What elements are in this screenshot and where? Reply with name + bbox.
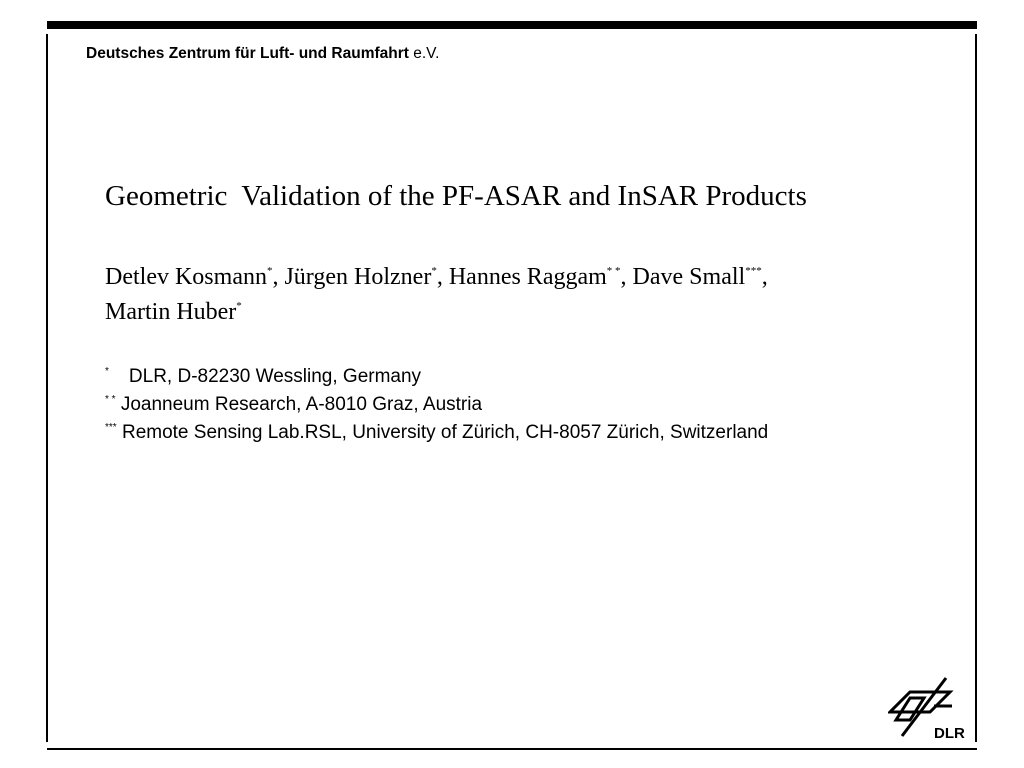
author-mark: ***: [745, 265, 762, 277]
author-mark: *: [236, 300, 242, 312]
affiliation-mark: *: [105, 366, 109, 377]
affiliation-list: [105, 363, 768, 447]
author-name: Hannes Raggam: [448, 264, 607, 290]
author-separator: ,: [436, 264, 449, 290]
dlr-logo-text: DLR: [934, 725, 965, 742]
author-name: Detlev Kosmann: [105, 264, 267, 290]
bottom-border-line: [47, 748, 977, 750]
affiliation-item: [105, 363, 768, 391]
author-separator: ,: [620, 264, 633, 290]
dlr-logo: [888, 676, 968, 742]
author-separator: ,: [272, 264, 285, 290]
author-separator: ,: [761, 264, 768, 290]
author-list: [105, 260, 955, 330]
affiliation-item: [105, 419, 768, 447]
author-name: Jürgen Holzner: [284, 264, 432, 290]
author-mark: *: [431, 265, 437, 277]
affiliation-mark: ***: [105, 422, 117, 433]
affiliation-text: Joanneum Research, A-8010 Graz, Austria: [120, 394, 483, 415]
author-name: Dave Small: [632, 264, 746, 290]
top-rule-bar: [47, 21, 977, 29]
page-title: Geometric Validation of the PF-ASAR and InSAR Products: [105, 180, 807, 212]
organization-header: [86, 45, 439, 63]
organization-name: Deutsches Zentrum für Luft- und Raumfahrt: [86, 45, 409, 62]
left-border-line: [46, 34, 48, 742]
organization-suffix: e.V.: [413, 45, 440, 62]
affiliation-mark: * *: [105, 394, 116, 405]
affiliation-text: DLR, D-82230 Wessling, Germany: [128, 366, 422, 387]
right-border-line: [975, 34, 977, 742]
affiliation-item: [105, 391, 768, 419]
author-mark: *: [266, 265, 273, 277]
affiliation-text: Remote Sensing Lab.RSL, University of Zürich, CH-8057 Zürich, Switzerland: [121, 422, 769, 443]
author-name: Martin Huber: [105, 299, 237, 325]
author-mark: * *: [606, 265, 621, 277]
